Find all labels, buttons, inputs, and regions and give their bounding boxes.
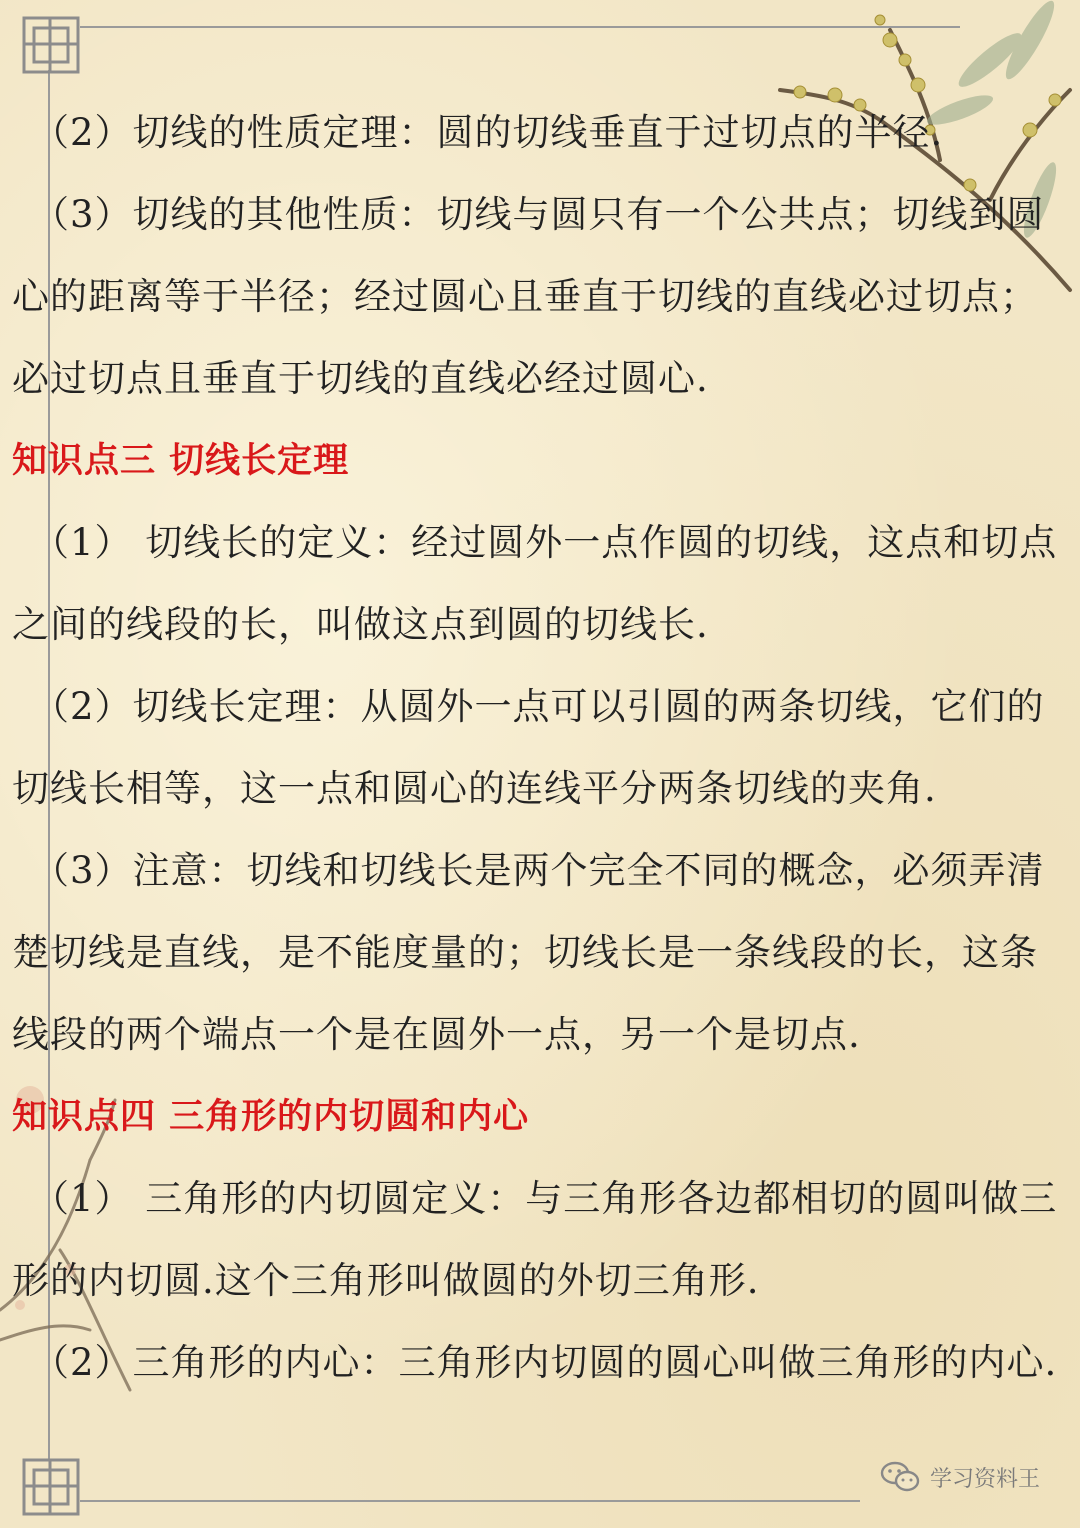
- watermark-text: 学习资料王: [929, 1466, 1040, 1492]
- section-heading: 知识点三 切线长定理: [12, 441, 350, 481]
- frame-corner-top-left: [20, 14, 82, 76]
- frame-corner-bottom-left: [20, 1456, 82, 1518]
- text-line: （1） 切线长的定义：经过圆外一点作圆的切线，这点和切点: [32, 521, 1058, 564]
- text-line: （2）切线的性质定理：圆的切线垂直于过切点的半径.: [32, 111, 944, 154]
- text-line: （3）切线的其他性质：切线与圆只有一个公共点；切线到圆: [32, 193, 1045, 236]
- text-line: 必过切点且垂直于切线的直线必经过圆心.: [12, 357, 709, 400]
- section-heading: 知识点四 三角形的内切圆和内心: [12, 1097, 530, 1137]
- frame-bottom-line: [80, 1500, 860, 1502]
- text-line: 心的距离等于半径；经过圆心且垂直于切线的直线必过切点；: [12, 275, 1038, 318]
- text-line: 切线长相等，这一点和圆心的连线平分两条切线的夹角.: [12, 767, 937, 810]
- wechat-icon: [880, 1460, 920, 1494]
- text-line: 线段的两个端点一个是在圆外一点，另一个是切点.: [12, 1013, 861, 1056]
- text-line: 形的内切圆.这个三角形叫做圆的外切三角形.: [12, 1259, 760, 1302]
- document-body: [12, 92, 1068, 1404]
- text-line: （1） 三角形的内切圆定义：与三角形各边都相切的圆叫做三: [32, 1177, 1058, 1220]
- text-line: （3）注意：切线和切线长是两个完全不同的概念，必须弄清: [32, 849, 1045, 892]
- text-line: 楚切线是直线，是不能度量的；切线长是一条线段的长，这条: [12, 931, 1038, 974]
- text-line: （2）三角形的内心：三角形内切圆的圆心叫做三角形的内心.: [32, 1341, 1058, 1384]
- watermark: [880, 1460, 1040, 1494]
- text-line: （2）切线长定理：从圆外一点可以引圆的两条切线，它们的: [32, 685, 1045, 728]
- text-line: 之间的线段的长，叫做这点到圆的切线长.: [12, 603, 709, 646]
